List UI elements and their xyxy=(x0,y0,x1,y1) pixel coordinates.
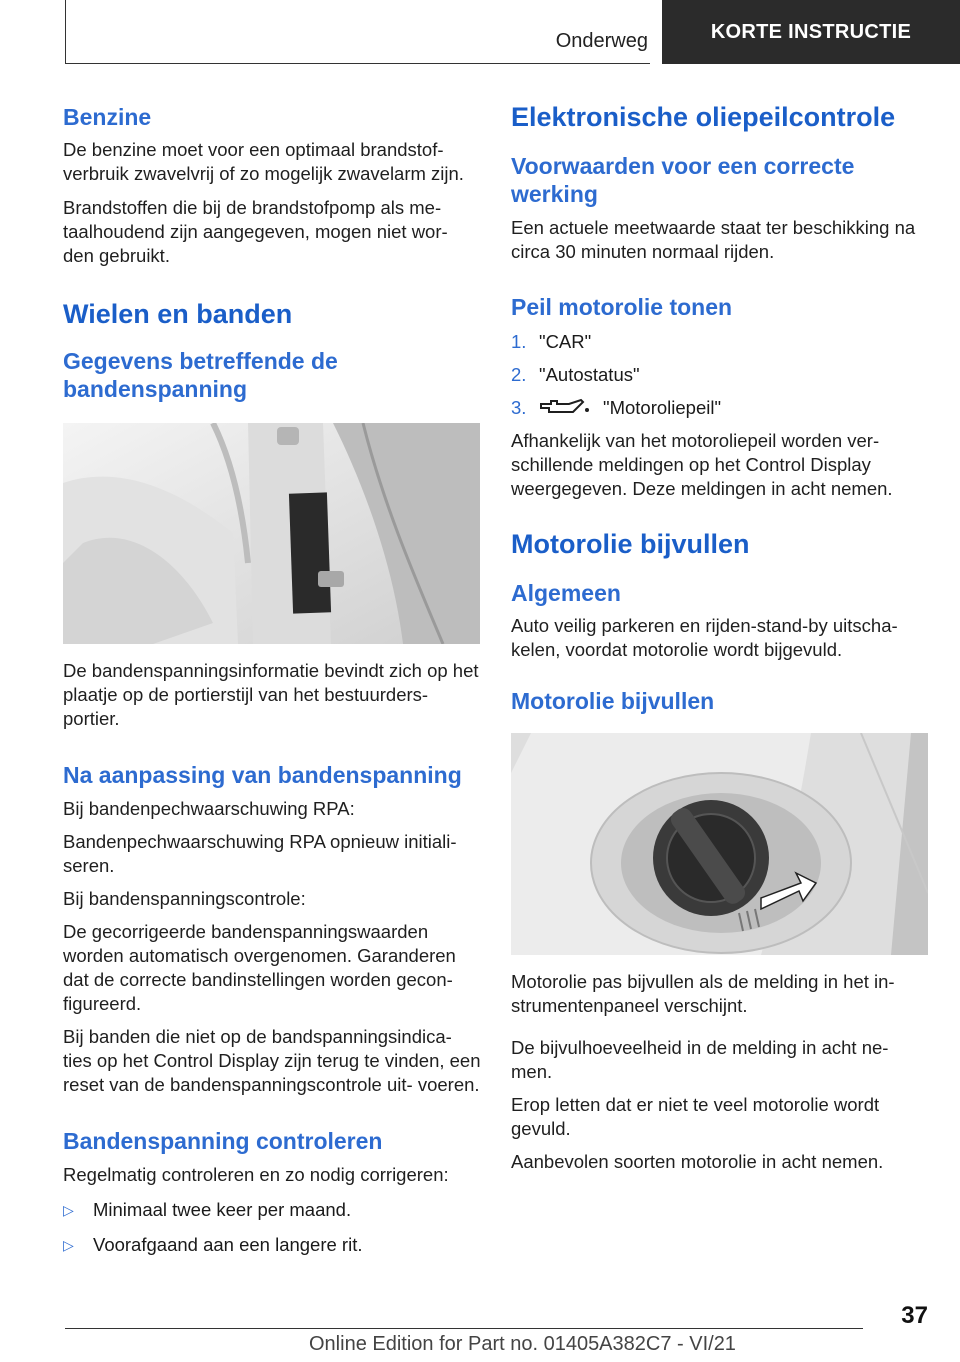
peil-steps xyxy=(511,330,929,420)
edition-footer: Online Edition for Part no. 01405A382C7 - VI/21 xyxy=(309,1333,736,1355)
page-number: 37 xyxy=(901,1302,928,1329)
oil-filler-cap-illustration xyxy=(511,733,928,955)
oil-filler-cap-photo xyxy=(511,733,928,955)
list-item: 3. "Motoroliepeil" xyxy=(511,397,722,418)
algemeen-paragraph-1: Auto veilig parkeren en rijden-stand-by uitscha- kelen, voordat motorolie wordt bijgevuld. xyxy=(511,615,898,660)
door-pillar-photo xyxy=(63,423,480,644)
bijvullen-paragraph-1: Motorolie pas bijvullen als de melding in het in- strumentenpaneel verschijnt. xyxy=(511,971,895,1016)
aanpassing-paragraph-1: Bij bandenpechwaarschuwing RPA: xyxy=(63,798,355,819)
right-column xyxy=(511,100,929,1174)
aanpassing-paragraph-4: De gecorrigeerde bandenspanningswaarden worden automatisch overgenomen. Garanderen dat de correcte bandinstellingen worden gecon- figureerd. xyxy=(63,921,456,1014)
benzine-paragraph-1: De benzine moet voor een optimaal brandstof- verbruik zwavelvrij of zo mogelijk zwavelarm zijn. xyxy=(63,139,464,184)
page-header xyxy=(65,0,960,64)
list-item: ▷ Voorafgaand aan een langere rit. xyxy=(63,1234,363,1255)
aanpassing-paragraph-5: Bij banden die niet op de bandspanningsindica- ties op het Control Display zijn terug te vinden, een reset van de bandenspanningscontrole uit- voeren. xyxy=(63,1026,481,1095)
heading-bijvullen-sub: Motorolie bijvullen xyxy=(511,688,715,714)
aanpassing-paragraph-3: Bij bandenspanningscontrole: xyxy=(63,888,306,909)
heading-elektronisch: Elektronische oliepeilcontrole xyxy=(511,102,896,132)
controleren-bullets xyxy=(63,1198,481,1257)
triangle-bullet-icon: ▷ xyxy=(63,1237,74,1253)
heading-wielen: Wielen en banden xyxy=(63,299,293,329)
heading-benzine: Benzine xyxy=(63,104,152,130)
heading-aanpassing: Na aanpassing van bandenspanning xyxy=(63,762,462,788)
list-item: 1. "CAR" xyxy=(511,331,592,352)
heading-algemeen: Algemeen xyxy=(511,580,621,606)
heading-voorwaarden: Voorwaarden voor een correcte werking xyxy=(511,153,855,207)
bijvullen-paragraph-3: Erop letten dat er niet te veel motorolie wordt gevuld. xyxy=(511,1094,880,1139)
chapter-tab[interactable]: KORTE INSTRUCTIE xyxy=(662,0,960,64)
left-column xyxy=(63,100,481,1268)
list-item: ▷ Minimaal twee keer per maand. xyxy=(63,1199,352,1220)
voorwaarden-paragraph-1: Een actuele meetwaarde staat ter beschikking na circa 30 minuten normaal rijden. xyxy=(511,217,916,262)
heading-gegevens: Gegevens betreffende de bandenspanning xyxy=(63,348,338,402)
gegevens-caption: De bandenspanningsinformatie bevindt zich op het plaatje op de portierstijl van het bestuurders- portier. xyxy=(63,660,479,729)
list-item: 2. "Autostatus" xyxy=(511,364,640,385)
header-left-rule xyxy=(65,0,66,64)
section-label: Onderweg xyxy=(555,30,648,52)
footer-rule xyxy=(65,1328,863,1329)
heading-controleren: Bandenspanning controleren xyxy=(63,1128,383,1154)
controleren-paragraph-1: Regelmatig controleren en zo nodig corrigeren: xyxy=(63,1164,449,1185)
oil-can-icon xyxy=(539,396,595,418)
bijvullen-paragraph-2: De bijvulhoeveelheid in de melding in acht ne- men. xyxy=(511,1037,889,1082)
bijvullen-paragraph-4: Aanbevolen soorten motorolie in acht nemen. xyxy=(511,1151,884,1172)
aanpassing-paragraph-2: Bandenpechwaarschuwing RPA opnieuw initiali- seren. xyxy=(63,831,457,876)
benzine-paragraph-2: Brandstoffen die bij de brandstofpomp als me- taalhoudend zijn aangegeven, mogen niet wor- den gebruikt. xyxy=(63,197,448,266)
door-pillar-illustration xyxy=(63,423,480,644)
heading-peil: Peil motorolie tonen xyxy=(511,294,733,320)
header-bottom-rule xyxy=(65,63,650,64)
heading-bijvullen: Motorolie bijvullen xyxy=(511,529,750,559)
peil-paragraph-1: Afhankelijk van het motoroliepeil worden ver- schillende meldingen op het Control Display weergegeven. Deze meldingen in acht nemen. xyxy=(511,430,893,499)
triangle-bullet-icon: ▷ xyxy=(63,1202,74,1218)
